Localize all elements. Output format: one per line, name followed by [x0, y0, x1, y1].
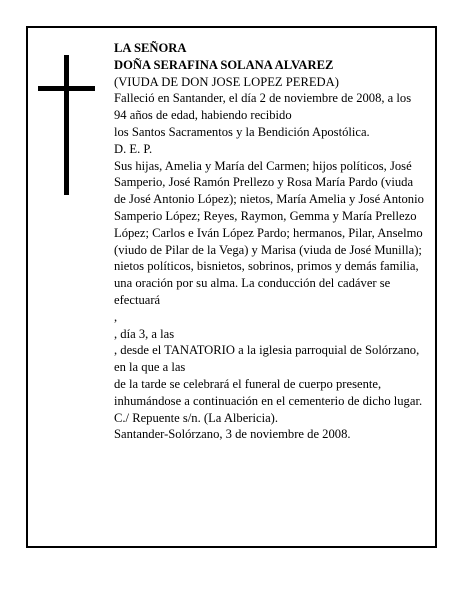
sacraments-line: los Santos Sacramentos y la Bendición Apostólica. — [114, 124, 370, 139]
route-line: , desde el TANATORIO a la iglesia parroquial de Solórzano, en la que a las — [114, 343, 420, 375]
header-la-senora: LA SEÑORA — [114, 41, 187, 55]
death-notice: Falleció en Santander, el día 2 de noviembre de 2008, a los 94 años de edad, habiendo recibido — [114, 91, 412, 123]
family-paragraph: Sus hijas, Amelia y María del Carmen; hijos políticos, José Samperio, José Ramón Prellezo y Rosa María Pardo (viuda de José Antonio López); nietos, María Amelia y José Antonio Samperio López; Reyes, Raymon, Gemma y María Prellezo López; Carlos e Iván López Pardo; hermanos, Pilar, Anselmo (viudo de Pilar de la Vega) y Marisa (viuda de José Munilla); nietos políticos, bisnietos, sobrinos, primos y demás familia, — [114, 158, 424, 274]
dep-line: D. E. P. — [114, 141, 153, 156]
obituary-text — [114, 40, 426, 443]
comma-line: , — [114, 309, 118, 324]
widow-line: (VIUDA DE DON JOSE LOPEZ PEREDA) — [114, 74, 339, 89]
deceased-name: DOÑA SERAFINA SOLANA ALVAREZ — [114, 57, 334, 72]
day-line: , día 3, a las — [114, 326, 175, 341]
address-line: C./ Repuente s/n. (La Albericia). — [114, 410, 279, 425]
prayer-line: una oración por su alma. La conducción del cadáver se efectuará — [114, 276, 391, 307]
place-date-line: Santander-Solórzano, 3 de noviembre de 2008. — [114, 427, 351, 442]
cross-icon — [64, 55, 69, 195]
cross-icon-crossbar — [38, 86, 95, 91]
funeral-line: de la tarde se celebrará el funeral de cuerpo presente, inhumándose a continuación en el cementerio de dicho lugar. — [114, 376, 423, 408]
